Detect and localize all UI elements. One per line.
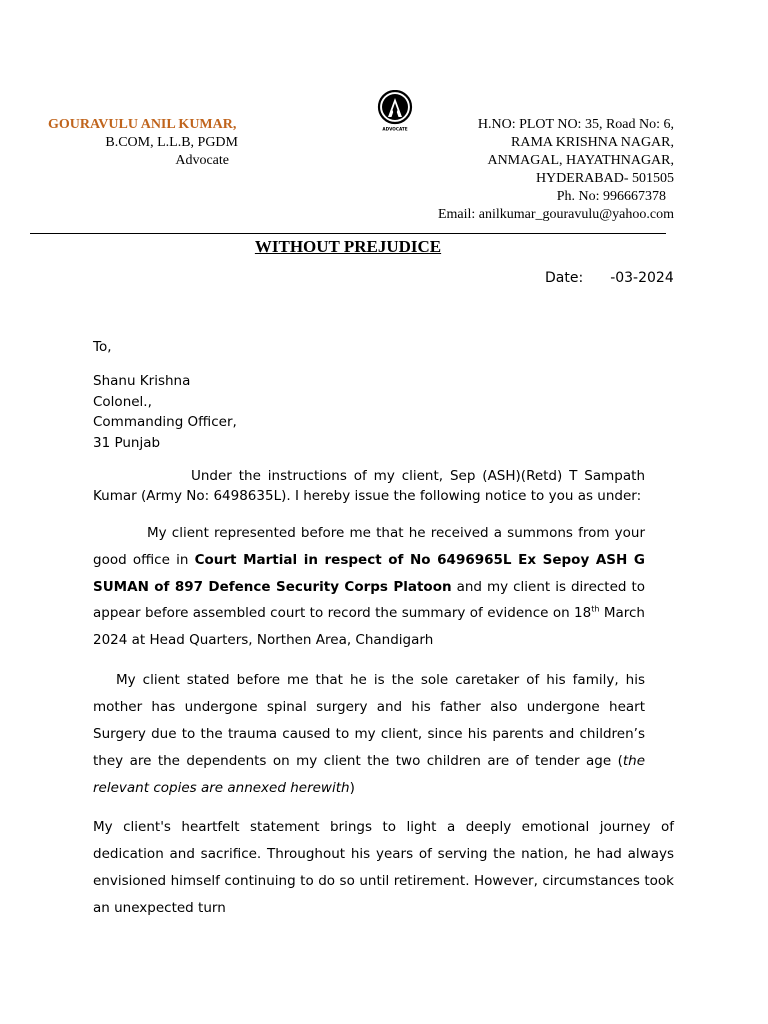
address-line: ANMAGAL, HAYATHNAGAR,: [487, 153, 674, 168]
logo-caption: ADVOCATE: [382, 126, 408, 132]
advocate-name: GOURAVULU ANIL KUMAR,: [48, 117, 237, 132]
header-divider: [30, 233, 666, 234]
paragraph-text: My client represented before me that he received a summons from your good office in: [93, 525, 645, 568]
address-line: HYDERABAD- 501505: [535, 171, 674, 186]
recipient-line: 31 Punjab: [93, 434, 161, 451]
letterhead-address: [374, 116, 674, 224]
paragraph-text: Under the instructions of my client, Sep (ASH)(Retd) T Sampath Kumar (Army No: 6498635L). I hereby issue the following notice to you as under:: [93, 468, 645, 504]
ordinal-suffix: th: [591, 604, 600, 614]
recipient-line: Colonel.,: [93, 393, 152, 410]
paragraph-summons: [93, 520, 645, 654]
paragraph-text: My client stated before me that he is the sole caretaker of his family, his mother has undergone spinal surgery and his father also undergone heart Surgery due to the trauma caused to my client, since his parents and children’s they are the dependents on my client the two children are of tender age (: [93, 672, 645, 769]
advocate-title: Advocate: [175, 153, 229, 168]
paragraph-statement: My client's heartfelt statement brings to light a deeply emotional journey of dedication and sacrifice. Throughout his years of serving the nation, he had always envisioned himself continuing to do so until retirement. However, circumstances took an unexpected turn: [93, 819, 674, 916]
recipient-block: [93, 371, 237, 453]
phone-line: Ph. No: 996667378: [556, 189, 666, 204]
date-value: -03-2024: [610, 270, 674, 286]
paragraph-text: March 2024 at Head Quarters, Northen Area, Chandigarh: [93, 605, 645, 649]
paragraph-text: and my client is directed to appear before assembled court to record the summary of evidence on 18: [93, 578, 646, 622]
recipient-line: Commanding Officer,: [93, 414, 237, 430]
address-line: H.NO: PLOT NO: 35, Road No: 6,: [477, 117, 674, 132]
court-martial-reference: Court Martial in respect of No 6496965L Ex Sepoy ASH G SUMAN of 897 Defence Security Corps Platoon: [93, 551, 645, 595]
annexure-note: the relevant copies are annexed herewith: [93, 753, 645, 796]
date-line: [545, 270, 674, 286]
recipient-line: Shanu Krishna: [93, 373, 191, 389]
paragraph-instructions: [93, 466, 645, 506]
qualifications: B.COM, L.L.B, PGDM: [105, 135, 238, 150]
letterhead-left: [40, 116, 250, 170]
paragraph-text: ): [349, 780, 355, 796]
address-line: RAMA KRISHNA NAGAR,: [511, 135, 674, 150]
date-label: Date:: [545, 270, 584, 286]
paragraph-family: [93, 667, 645, 802]
subject-heading: WITHOUT PREJUDICE: [254, 237, 442, 256]
salutation: To,: [93, 339, 112, 355]
email-line: Email: anilkumar_gouravulu@yahoo.com: [437, 207, 674, 222]
